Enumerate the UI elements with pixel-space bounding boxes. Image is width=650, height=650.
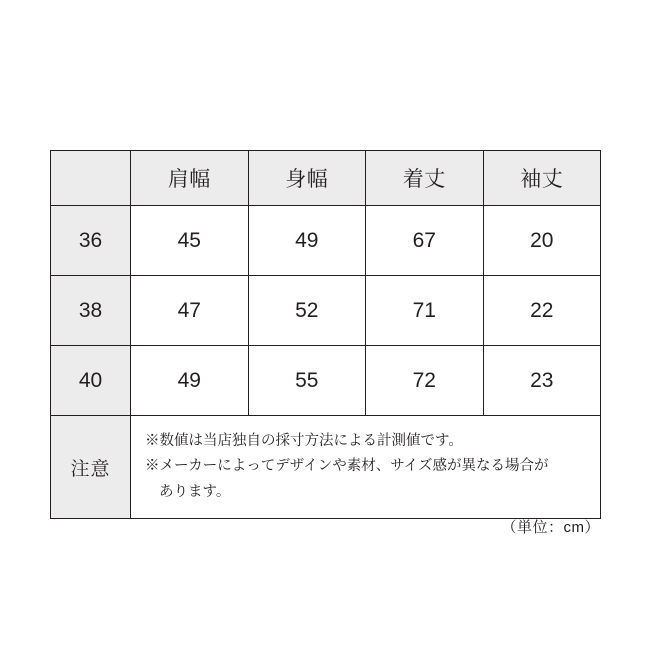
cell-length: 72 bbox=[366, 346, 484, 416]
cell-shoulder: 45 bbox=[131, 206, 249, 276]
cell-shoulder: 47 bbox=[131, 276, 249, 346]
table-row bbox=[51, 206, 601, 276]
cell-sleeve: 22 bbox=[483, 276, 601, 346]
cell-length: 71 bbox=[366, 276, 484, 346]
note-body bbox=[131, 416, 601, 519]
note-line-2: ※メーカーによってデザインや素材、サイズ感が異なる場合が bbox=[145, 458, 549, 475]
cell-chest: 52 bbox=[248, 276, 366, 346]
column-header-length: 着丈 bbox=[366, 151, 484, 206]
cell-chest: 49 bbox=[248, 206, 366, 276]
cell-sleeve: 20 bbox=[483, 206, 601, 276]
note-label: 注意 bbox=[51, 416, 131, 519]
size-table-container bbox=[50, 150, 600, 519]
column-header-sleeve: 袖丈 bbox=[483, 151, 601, 206]
row-size-label: 36 bbox=[51, 206, 131, 276]
cell-chest: 55 bbox=[248, 346, 366, 416]
cell-shoulder: 49 bbox=[131, 346, 249, 416]
note-line-1: ※数値は当店独自の採寸方法による計測値です。 bbox=[145, 433, 463, 449]
table-row bbox=[51, 276, 601, 346]
table-note-row bbox=[51, 416, 601, 519]
table-corner-cell bbox=[51, 151, 131, 206]
note-line-3: あります。 bbox=[159, 483, 231, 500]
unit-note: （単位：cm） bbox=[501, 519, 600, 536]
cell-length: 67 bbox=[366, 206, 484, 276]
size-table bbox=[50, 150, 601, 519]
column-header-shoulder: 肩幅 bbox=[131, 151, 249, 206]
cell-sleeve: 23 bbox=[483, 346, 601, 416]
row-size-label: 38 bbox=[51, 276, 131, 346]
table-header-row bbox=[51, 151, 601, 206]
table-row bbox=[51, 346, 601, 416]
column-header-chest: 身幅 bbox=[248, 151, 366, 206]
row-size-label: 40 bbox=[51, 346, 131, 416]
